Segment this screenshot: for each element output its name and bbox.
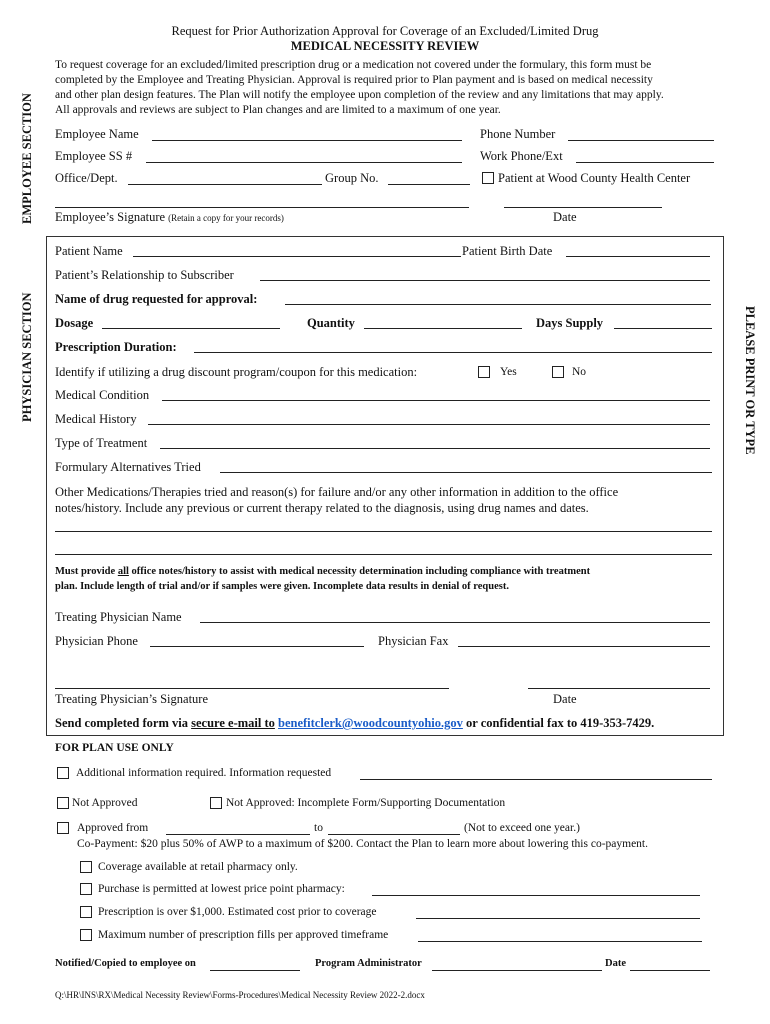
over-1000-label: Prescription is over $1,000. Estimated cost prior to coverage	[98, 906, 377, 918]
relationship-label: Patient’s Relationship to Subscriber	[55, 268, 234, 282]
group-no-field[interactable]	[388, 184, 470, 185]
other-meds-field-2[interactable]	[55, 554, 712, 555]
program-administrator-label: Program Administrator	[315, 958, 422, 969]
other-meds-line-1: Other Medications/Therapies tried and reason(s) for failure and/or any other information in addition to the office	[55, 485, 619, 499]
approved-to-field[interactable]	[328, 834, 460, 835]
approved-from-field[interactable]	[166, 834, 310, 835]
patient-name-label: Patient Name	[55, 244, 123, 258]
formulary-alternatives-field[interactable]	[220, 472, 712, 473]
lowest-price-label: Purchase is permitted at lowest price point pharmacy:	[98, 883, 345, 895]
dosage-label: Dosage	[55, 316, 94, 330]
intro-line-4: All approvals and reviews are subject to Plan changes and are limited to a maximum of one year.	[55, 104, 501, 116]
send-instructions	[55, 716, 654, 731]
quantity-label: Quantity	[307, 316, 355, 330]
program-administrator-field[interactable]	[432, 970, 602, 971]
additional-info-field[interactable]	[360, 779, 712, 780]
discount-program-label: Identify if utilizing a drug discount program/coupon for this medication:	[55, 365, 418, 379]
employee-name-label: Employee Name	[55, 127, 139, 141]
notes-notice-line-2: plan. Include length of trial and/or if samples were given. Incomplete data results in denial of request.	[55, 581, 509, 592]
plan-use-heading: FOR PLAN USE ONLY	[55, 742, 174, 754]
not-exceed-label: (Not to exceed one year.)	[464, 822, 580, 834]
medical-condition-field[interactable]	[162, 400, 710, 401]
file-path: Q:\HR\INS\RX\Medical Necessity Review\Forms-Procedures\Medical Necessity Review 2022-2.docx	[55, 990, 425, 1000]
intro-line-1: To request coverage for an excluded/limited prescription drug or a medication not covered under the formulary, this form must be	[55, 59, 652, 71]
employee-ss-field[interactable]	[146, 162, 462, 163]
medical-condition-label: Medical Condition	[55, 388, 150, 402]
office-dept-label: Office/Dept.	[55, 171, 118, 185]
additional-info-label: Additional information required. Information requested	[76, 767, 332, 779]
relationship-field[interactable]	[260, 280, 710, 281]
physician-section-label: PHYSICIAN SECTION	[20, 292, 34, 422]
estimated-cost-field[interactable]	[416, 918, 700, 919]
patient-birth-date-label: Patient Birth Date	[462, 244, 553, 258]
max-fills-label: Maximum number of prescription fills per approved timeframe	[98, 929, 389, 941]
send-pre: Send completed form via	[55, 716, 192, 730]
dosage-field[interactable]	[102, 328, 280, 329]
medical-history-field[interactable]	[148, 424, 710, 425]
employee-section-label: EMPLOYEE SECTION	[20, 93, 34, 224]
notes-notice-line-1	[55, 566, 590, 577]
over-1000-checkbox[interactable]	[80, 906, 92, 918]
discount-yes-checkbox[interactable]	[478, 366, 490, 378]
notice-post: office notes/history to assist with medical necessity determination including compliance with treatment	[128, 566, 591, 577]
print-or-type-label: PLEASE PRINT OR TYPE	[743, 306, 757, 455]
approved-checkbox[interactable]	[57, 822, 69, 834]
send-secure: secure e-mail to	[191, 716, 275, 730]
signature-note: (Retain a copy for your records)	[168, 213, 284, 223]
intro-line-3: and other plan design features. The Plan will notify the employee upon completion of the review and any limitations that may apply.	[55, 89, 664, 101]
employee-ss-label: Employee SS #	[55, 149, 133, 163]
max-fills-checkbox[interactable]	[80, 929, 92, 941]
days-supply-label: Days Supply	[536, 316, 604, 330]
physician-fax-label: Physician Fax	[378, 634, 449, 648]
not-approved-incomplete-label: Not Approved: Incomplete Form/Supporting Documentation	[226, 797, 506, 809]
approved-to-label: to	[314, 822, 323, 834]
retail-label: Coverage available at retail pharmacy only.	[98, 861, 298, 873]
physician-signature-field[interactable]	[55, 688, 449, 689]
days-supply-field[interactable]	[614, 328, 712, 329]
employee-signature-field[interactable]	[55, 207, 469, 208]
employee-signature-label	[55, 210, 284, 225]
other-meds-line-2: notes/history. Include any previous or current therapy related to the diagnosis, using drug names and dates.	[55, 501, 589, 515]
phone-number-label: Phone Number	[480, 127, 556, 141]
retail-checkbox[interactable]	[80, 861, 92, 873]
max-fills-field[interactable]	[418, 941, 702, 942]
formulary-alternatives-label: Formulary Alternatives Tried	[55, 460, 201, 474]
work-phone-field[interactable]	[576, 162, 714, 163]
prescription-duration-field[interactable]	[194, 352, 712, 353]
benefit-email-link[interactable]: benefitclerk@woodcountyohio.gov	[278, 716, 463, 730]
additional-info-checkbox[interactable]	[57, 767, 69, 779]
notice-all: all	[117, 566, 129, 577]
not-approved-label: Not Approved	[72, 797, 138, 809]
phone-number-field[interactable]	[568, 140, 714, 141]
health-center-checkbox[interactable]	[482, 172, 494, 184]
form-subtitle: MEDICAL NECESSITY REVIEW	[290, 39, 480, 53]
employee-signature-text: Employee’s Signature	[55, 210, 166, 224]
copay-text: Co-Payment: $20 plus 50% of AWP to a maximum of $200. Contact the Plan to learn more about lowering this co-payment.	[77, 838, 649, 850]
medical-history-label: Medical History	[55, 412, 137, 426]
prescription-duration-label: Prescription Duration:	[55, 340, 177, 354]
group-no-label: Group No.	[325, 171, 379, 185]
drug-name-label: Name of drug requested for approval:	[55, 292, 258, 306]
discount-no-checkbox[interactable]	[552, 366, 564, 378]
physician-signature-date-field[interactable]	[528, 688, 710, 689]
notified-date-field[interactable]	[210, 970, 300, 971]
footer-date-field[interactable]	[630, 970, 710, 971]
not-approved-incomplete-checkbox[interactable]	[210, 797, 222, 809]
physician-fax-field[interactable]	[458, 646, 710, 647]
other-meds-field-1[interactable]	[55, 531, 712, 532]
treating-physician-name-field[interactable]	[200, 622, 710, 623]
type-of-treatment-field[interactable]	[160, 448, 710, 449]
intro-line-2: completed by the Employee and Treating Physician. Approval is required prior to Plan payment and is based on medical necessity	[55, 74, 653, 86]
drug-name-field[interactable]	[285, 304, 711, 305]
notified-label: Notified/Copied to employee on	[55, 958, 196, 969]
employee-signature-date-field[interactable]	[504, 207, 662, 208]
employee-name-field[interactable]	[152, 140, 462, 141]
patient-birth-date-field[interactable]	[566, 256, 710, 257]
lowest-price-checkbox[interactable]	[80, 883, 92, 895]
physician-phone-field[interactable]	[150, 646, 364, 647]
footer-date-label: Date	[605, 958, 626, 969]
discount-no-label: No	[572, 366, 587, 378]
health-center-label: Patient at Wood County Health Center	[498, 171, 691, 185]
work-phone-label: Work Phone/Ext	[480, 149, 563, 163]
form-title: Request for Prior Authorization Approval for Coverage of an Excluded/Limited Drug	[171, 24, 599, 38]
approved-from-label: Approved from	[77, 822, 149, 834]
office-dept-field[interactable]	[128, 184, 322, 185]
lowest-price-field[interactable]	[372, 895, 700, 896]
treating-physician-name-label: Treating Physician Name	[55, 610, 182, 624]
physician-signature-label: Treating Physician’s Signature	[55, 692, 209, 706]
send-post: or confidential fax to 419-353-7429.	[462, 716, 655, 730]
notice-pre: Must provide	[55, 566, 118, 577]
type-of-treatment-label: Type of Treatment	[55, 436, 148, 450]
patient-name-field[interactable]	[133, 256, 461, 257]
employee-date-label: Date	[553, 210, 577, 224]
physician-date-label: Date	[553, 692, 577, 706]
not-approved-checkbox[interactable]	[57, 797, 69, 809]
discount-yes-label: Yes	[500, 366, 517, 378]
quantity-field[interactable]	[364, 328, 522, 329]
physician-phone-label: Physician Phone	[55, 634, 138, 648]
